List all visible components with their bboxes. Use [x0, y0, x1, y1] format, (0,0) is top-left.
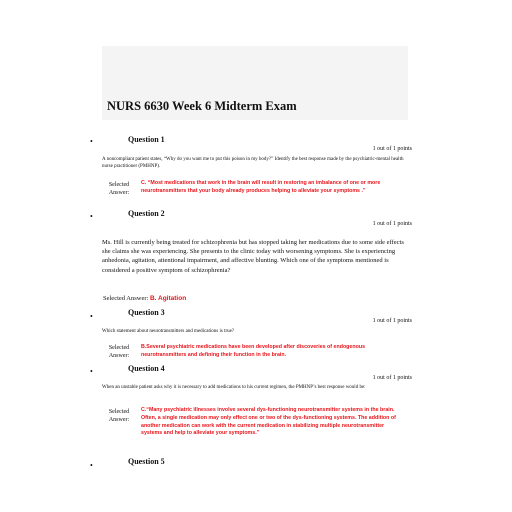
question-2-answer: B. Agitation [149, 295, 187, 302]
question-1-prompt: A noncompliant patient states, “Why do you want me to put this poison in my body?” Identify the best response made by the psychiatric-mental health nurse practitioner (PMHNP). [102, 157, 404, 169]
question-3-prompt: Which statement about neurotransmitters and medications is true? [102, 329, 235, 334]
bullet: • [90, 367, 93, 376]
bullet: • [90, 461, 93, 470]
bullet: • [90, 137, 93, 146]
question-3-title: Question 3 [128, 308, 165, 317]
question-2-points: 1 out of 1 points [372, 221, 412, 227]
bullet: • [90, 312, 93, 321]
question-4-prompt: When an unstable patient asks why it is necessary to add medications to his current regimen, the PMHNP’s best response would be: [102, 385, 366, 390]
question-1-points: 1 out of 1 points [372, 146, 412, 152]
question-2-prompt: Ms. Hill is currently being treated for schizophrenia but has stopped taking her medications due to some side effects she claims she was experiencing. She presents to the clinic today with worsening symptoms. She is experiencing anhedonia, agitation, attentional impairment, and affective blunting. Which one of the symptoms mentioned is considered a positive symptom of schizophrenia? [102, 239, 404, 274]
question-1-answer: C. “Most medications that work in the brain will result in restoring an imbalance of one or more neurotransmitters that your body already produces helping to alleviate your symptoms .” [141, 180, 381, 194]
question-1-selected-label: Selected Answer: [108, 182, 130, 196]
exam-title: NURS 6630 Week 6 Midterm Exam [107, 99, 297, 113]
question-4-answer: C.“Many psychiatric illnesses involve several dys-functioning neurotransmitter systems in the brain. Often, a single medication may only effect one or two of the dys-functioning systems. The addition of another medication can work with the current medication in stabilizing multiple neurotransmitter systems and help to alleviate your symptoms.” [141, 407, 396, 437]
question-2-selected-label: Selected Answer: [103, 295, 149, 302]
question-4-title: Question 4 [128, 364, 165, 373]
question-4-points: 1 out of 1 points [372, 375, 412, 381]
question-1-title: Question 1 [128, 135, 165, 144]
question-3-answer: B.Several psychiatric medications have been developed after discoveries of endogenous neurotransmitters and defining their function in the brain. [141, 344, 366, 358]
question-2-title: Question 2 [128, 209, 165, 218]
question-3-points: 1 out of 1 points [372, 318, 412, 324]
question-5-title: Question 5 [128, 457, 165, 466]
question-2-selected [103, 295, 186, 302]
bullet: • [90, 212, 93, 221]
question-4-selected-label: Selected Answer: [108, 409, 130, 423]
question-3-selected-label: Selected Answer: [108, 345, 130, 359]
